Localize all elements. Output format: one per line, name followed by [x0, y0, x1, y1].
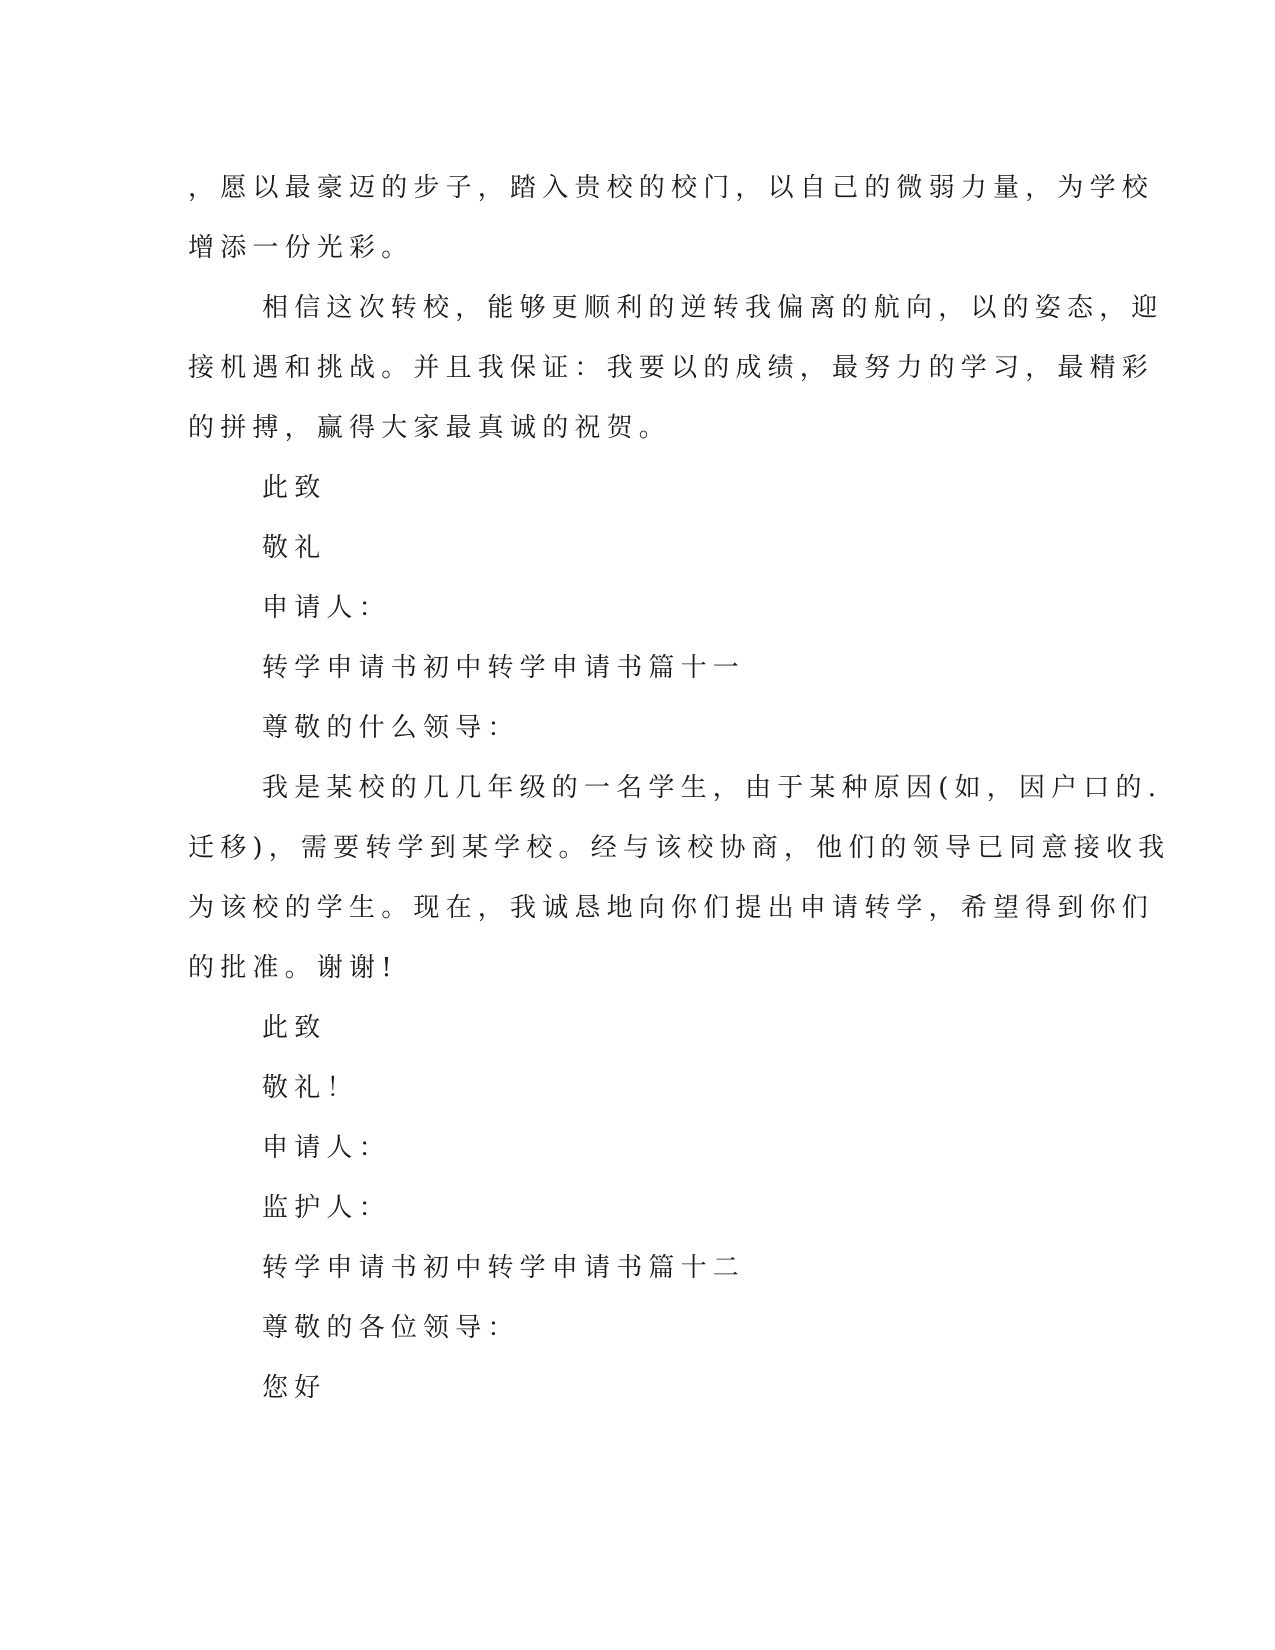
text-line: 我是某校的几几年级的一名学生，由于某种原因(如，因户口的.	[262, 773, 1163, 803]
greeting: 您好	[262, 1373, 327, 1403]
text-line: 迁移)，需要转学到某学校。经与该校协商，他们的领导已同意接收我	[188, 833, 1171, 863]
text-line: 相信这次转校，能够更顺利的逆转我偏离的航向，以的姿态，迎	[262, 293, 1164, 323]
applicant-label: 申请人：	[262, 593, 391, 623]
text-line: 的批准。谢谢!	[188, 953, 398, 983]
closing-salute: 敬礼	[262, 533, 327, 563]
text-line: 的拼搏，赢得大家最真诚的祝贺。	[188, 413, 672, 443]
closing-phrase: 此致	[262, 1013, 327, 1043]
salutation: 尊敬的什么领导：	[262, 713, 520, 743]
text-line: 为该校的学生。现在，我诚恳地向你们提出申请转学，希望得到你们	[188, 893, 1155, 923]
closing-phrase: 此致	[262, 473, 327, 503]
section-heading: 转学申请书初中转学申请书篇十一	[262, 653, 746, 683]
text-line: 接机遇和挑战。并且我保证：我要以的成绩，最努力的学习，最精彩	[188, 353, 1155, 383]
guardian-label: 监护人：	[262, 1193, 391, 1223]
salutation: 尊敬的各位领导：	[262, 1313, 520, 1343]
text-line: 增添一份光彩。	[188, 233, 414, 263]
applicant-label: 申请人：	[262, 1133, 391, 1163]
closing-salute: 敬礼！	[262, 1073, 359, 1103]
text-line: ，愿以最豪迈的步子，踏入贵校的校门，以自己的微弱力量，为学校	[188, 173, 1155, 203]
section-heading: 转学申请书初中转学申请书篇十二	[262, 1253, 746, 1283]
